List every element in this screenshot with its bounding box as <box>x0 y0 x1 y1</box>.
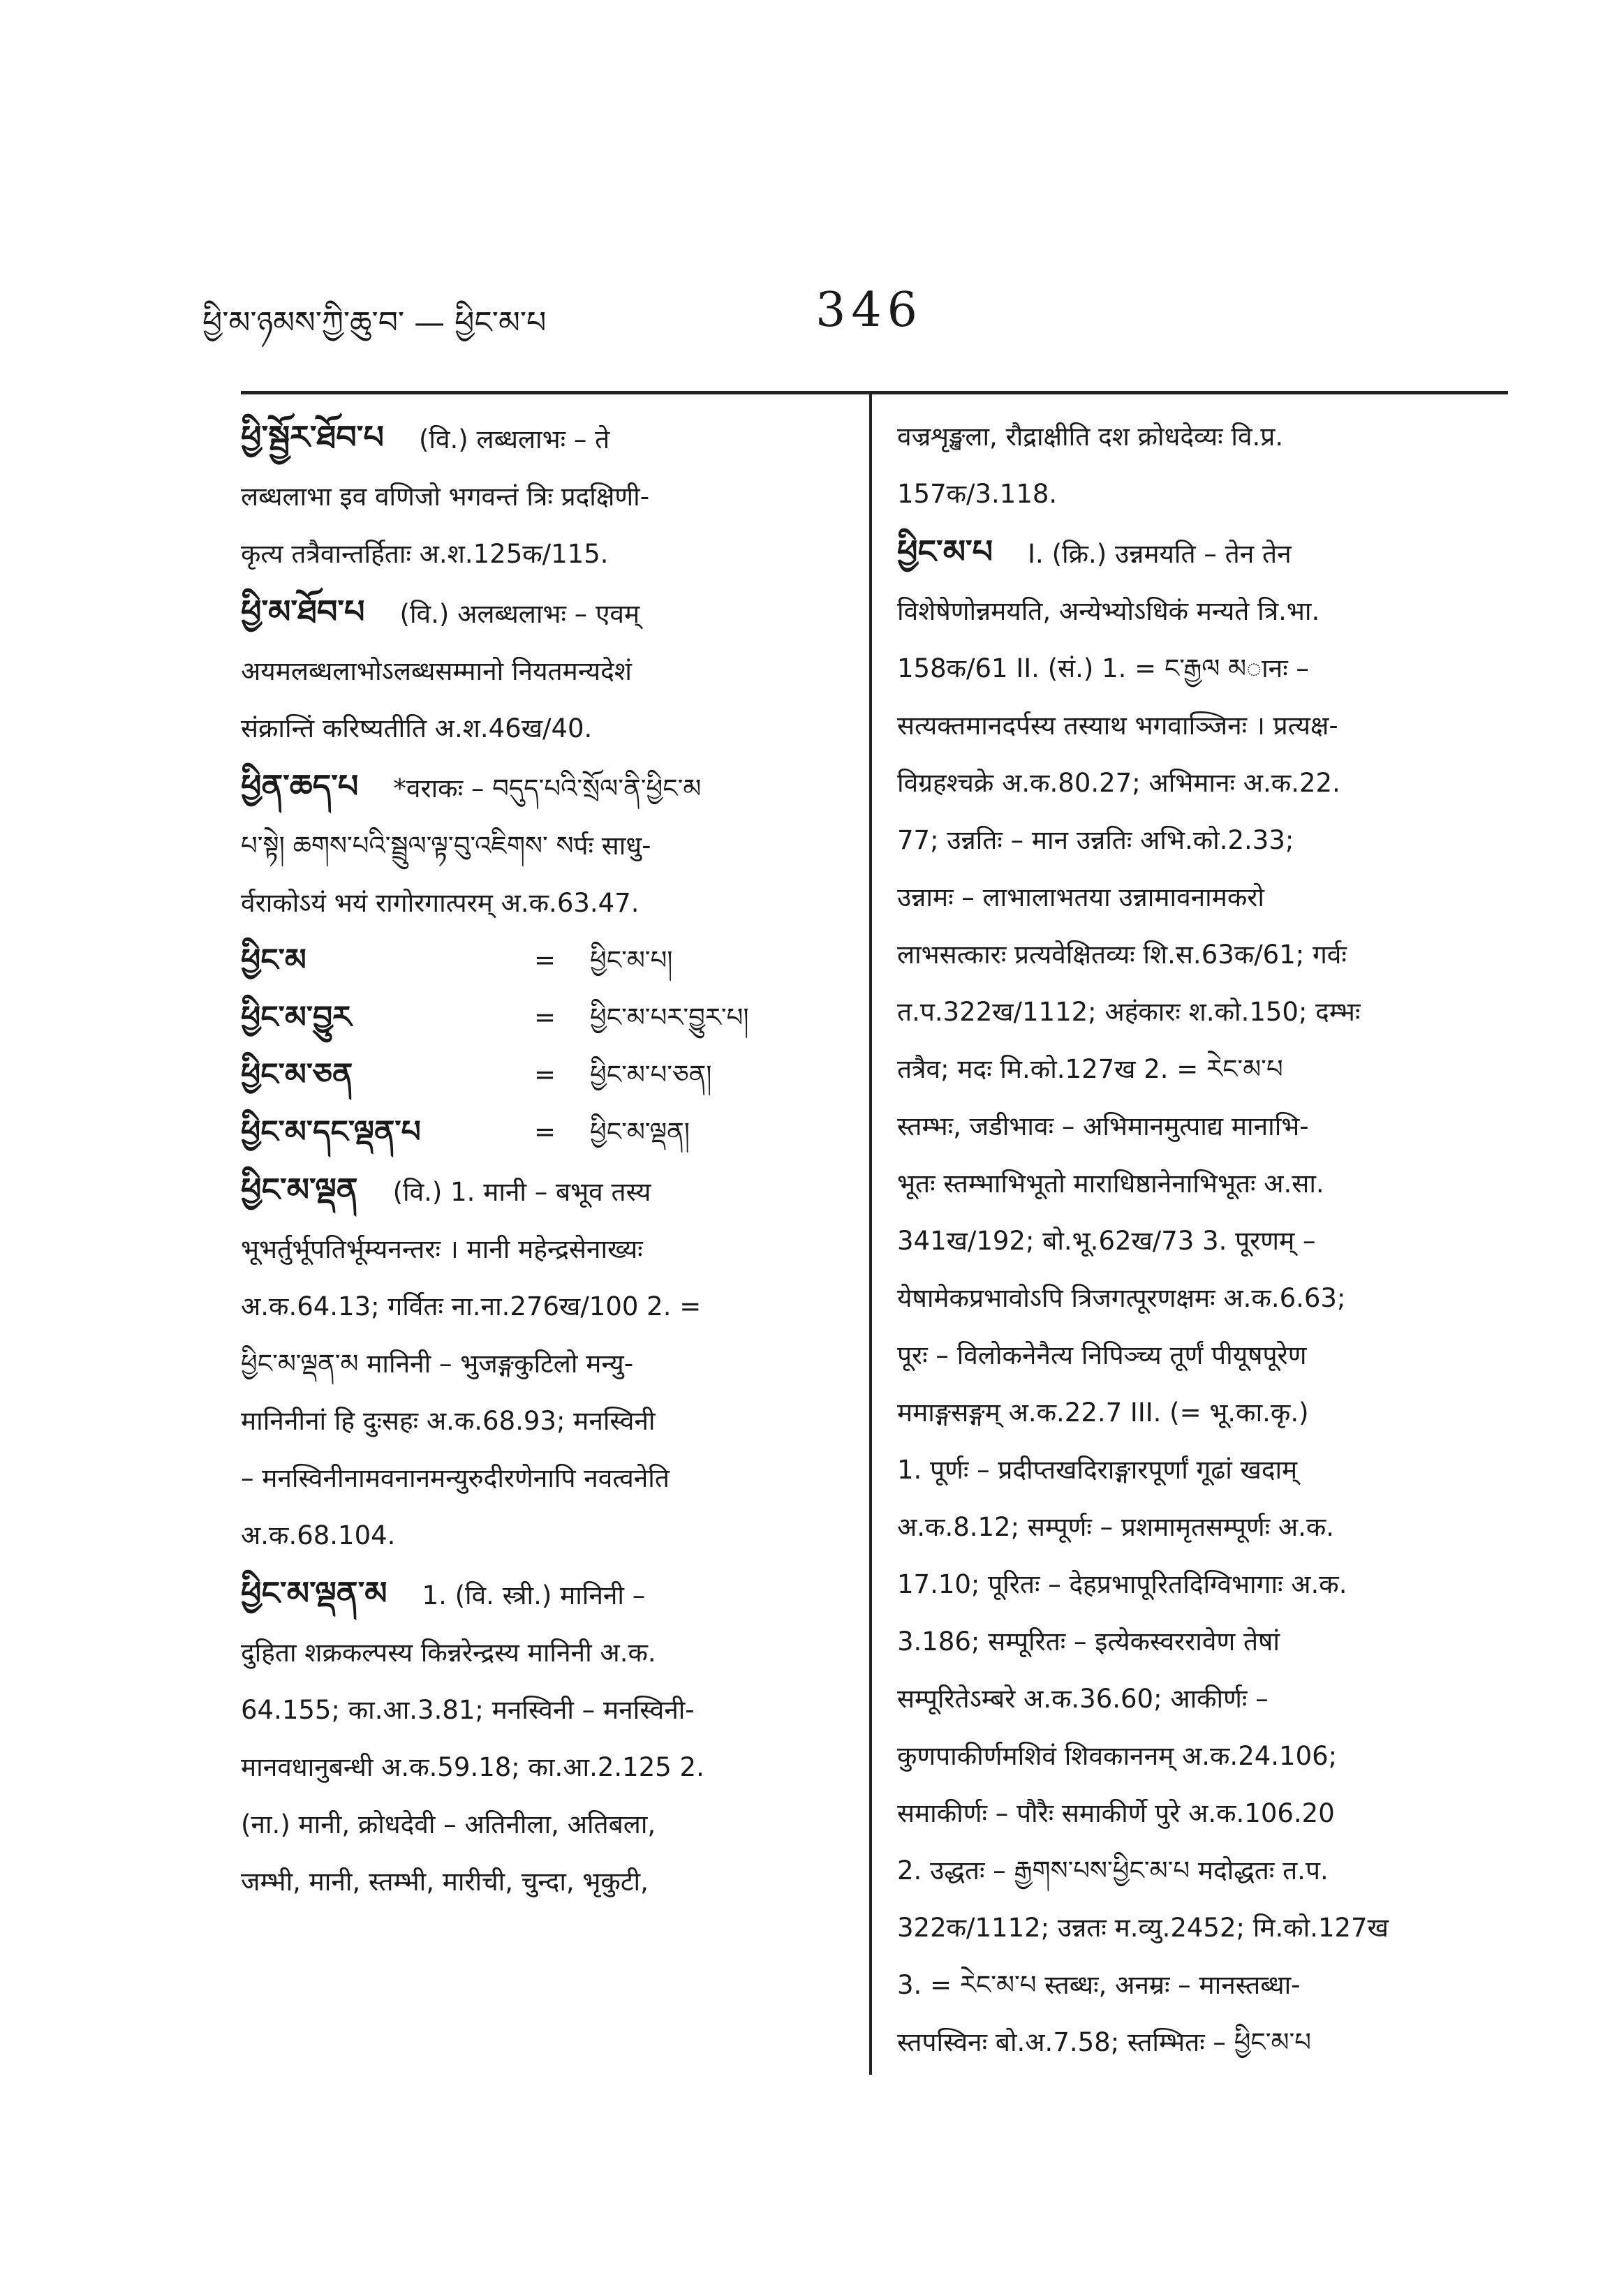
entry-first-line <box>897 523 1511 583</box>
entry-line <box>897 1270 1511 1327</box>
entry-line <box>897 1785 1511 1842</box>
entry-line <box>241 1278 841 1335</box>
entry-line <box>241 1450 841 1507</box>
entry-line <box>897 812 1511 869</box>
entry-text: 3.186; सम्पूरितः – इत्येकस्वररावेण तेषां <box>897 1627 1280 1657</box>
entry-line <box>897 1442 1511 1499</box>
entry-text: पूरः – विलोकनेनैत्य निपिञ्च्य तूर्णं पीयूषपूरेण <box>897 1340 1307 1370</box>
entry-text: कृत्य तत्रैवान्तर्हिताः अ.श.125क/115. <box>241 539 609 569</box>
entry-line <box>897 1671 1511 1728</box>
entry-line <box>897 1728 1511 1785</box>
entry-text: अ.क.8.12; सम्पूर्णः – प्रशमामृतसम्पूर्णः अ.क. <box>897 1512 1335 1542</box>
entry-line <box>241 1221 841 1278</box>
entry-line <box>897 2014 1511 2071</box>
cross-reference-target: ཕྱིང་མ་པ། <box>590 945 673 975</box>
headword: ཕྱི་མ་ཐོབ་པ <box>241 593 365 630</box>
entry-line <box>241 1507 841 1564</box>
entry-line <box>897 1098 1511 1155</box>
entry-text: त.प.322ख/1112; अहंकारः श.को.150; दम्भः <box>897 997 1361 1027</box>
entry-text: (वि.) 1. मानी – बभूव तस्य <box>392 1177 651 1207</box>
entry-line <box>897 697 1511 755</box>
entry-text: वज्रशृङ्खला, रौद्राक्षीति दश क्रोधदेव्यः वि.प्र. <box>897 422 1284 452</box>
entry-line <box>897 1842 1511 1899</box>
headword: ཕྱིང་མ <box>241 942 306 978</box>
entry-line <box>241 1853 841 1911</box>
entry-line <box>897 408 1511 466</box>
entry-text: (वि.) अलब्धलाभः – एवम् <box>399 599 640 629</box>
equals-sign: = <box>534 945 556 975</box>
entry-text: अ.क.64.13; गर्वितः ना.ना.276ख/100 2. = <box>241 1291 702 1321</box>
entry-line <box>897 1613 1511 1671</box>
cross-reference-target: ཕྱིང་མ་པར་བྱུར་པ། <box>590 1002 749 1032</box>
cross-reference-entry <box>241 989 841 1046</box>
headword: ཕྱིང་མ་ལྡན <box>241 1171 358 1208</box>
entry-line <box>897 1957 1511 2014</box>
entry-line <box>241 700 841 757</box>
entry-line <box>897 1899 1511 1957</box>
entry-line <box>241 1393 841 1450</box>
entry-line <box>241 1796 841 1853</box>
entry-text: 157क/3.118. <box>897 479 1058 509</box>
column-divider <box>869 392 872 2075</box>
entry-line <box>897 755 1511 812</box>
entry-text: – मनस्विनीनामवनानमन्युरुदीरणेनापि नवत्वनेति <box>241 1463 670 1493</box>
headword: ཕྱིང་མ་ཅན <box>241 1057 353 1093</box>
entry-text: समाकीर्णः – पौरैः समाकीर्णे पुरे अ.क.106.20 <box>897 1798 1335 1828</box>
entry-line <box>897 1384 1511 1442</box>
entry-line <box>897 640 1511 697</box>
entry-text: उन्नामः – लाभालाभतया उन्नामावनामकरो <box>897 882 1265 912</box>
equals-sign: = <box>534 1060 556 1090</box>
headword: ཕྱིང་མ་བྱུར <box>241 1000 352 1035</box>
entry-line <box>241 1682 841 1739</box>
entry-text: 77; उन्नतिः – मान उन्नतिः अभि.को.2.33; <box>897 825 1294 855</box>
entry-text: 3. = རེང་མ་པ स्तब्धः, अनम्रः – मानस्तब्धा- <box>897 1970 1301 2000</box>
page-header <box>202 283 1536 346</box>
entry-line <box>897 583 1511 640</box>
headword: ཕྱི་སྦྱོར་ཐོབ་པ <box>241 418 384 456</box>
entry-text: *वराकः – བདུད་པའི་སྲོལ་ནི་ཕྱིང་མ <box>393 773 702 803</box>
entry-text: तत्रैव; मदः मि.को.127ख 2. = རེང་མ་པ <box>897 1054 1283 1084</box>
entry-line <box>897 1155 1511 1213</box>
entry-text: जम्भी, मानी, स्तम्भी, मारीची, चुन्दा, भृकुटी, <box>241 1867 649 1897</box>
entry-line <box>241 643 841 700</box>
entry-line <box>897 1499 1511 1556</box>
entry-line <box>241 468 841 526</box>
entry-line <box>241 526 841 583</box>
headword: ཕྱིང་མ་དང་ལྡན་པ <box>241 1114 421 1150</box>
cross-reference-entry <box>241 1104 841 1161</box>
entry-text: 158क/61 II. (सं.) 1. = ང་རྒྱལ མानः – <box>897 653 1309 683</box>
entry-text: दुहिता शक्रकल्पस्य किन्नरेन्द्रस्य मानिनी अ.क. <box>241 1638 656 1668</box>
equals-sign: = <box>534 1117 556 1147</box>
entry-line <box>241 875 841 932</box>
entry-text: ཕྱིང་མ་ལྡན་མ मानिनी – भुजङ्गकुटिलो मन्यु- <box>241 1349 634 1379</box>
entry-text: 322क/1112; उन्नतः म.व्यु.2452; मि.को.127ख <box>897 1913 1389 1943</box>
headword: ཕྱིང་མ་ལྡན་མ <box>241 1574 387 1612</box>
header-rule <box>241 391 1508 394</box>
entry-text: स्तम्भः, जडीभावः – अभिमानमुत्पाद्य मानाभि- <box>897 1111 1309 1141</box>
entry-first-line <box>241 757 841 817</box>
headword: ཕྱིན་ཆད་པ <box>241 767 359 805</box>
entry-first-line <box>241 1161 841 1221</box>
cross-reference-entry <box>241 1046 841 1104</box>
entry-text: भूतः स्तम्भाभिभूतो माराधिष्ठानेनाभिभूतः अ.सा. <box>897 1169 1324 1199</box>
cross-reference-target: ཕྱིང་མ་པ་ཅན། <box>590 1060 712 1090</box>
running-head: ཕྱི་མ་ཉམས་ཀྱི་ཆུ་བ་ — ཕྱིང་མ་པ <box>202 305 547 341</box>
entry-first-line <box>241 583 841 643</box>
entry-text: लब्धलाभा इव वणिजो भगवन्तं त्रिः प्रदक्षिणी- <box>241 482 650 512</box>
entry-text: स्तपस्विनः बो.अ.7.58; स्तम्भितः – ཕྱིང་མ་པ <box>897 2027 1311 2057</box>
entry-text: 1. पूर्णः – प्रदीप्तखदिराङ्गारपूर्णां गूढां खदाम् <box>897 1455 1298 1485</box>
entry-line <box>897 1213 1511 1270</box>
entry-text: भूभर्तुर्भूपतिर्भूम्यनन्तरः । मानी महेन्द्रसेनाख्यः <box>241 1234 643 1264</box>
entry-text: सम्पूरितेऽम्बरे अ.क.36.60; आकीर्णः – <box>897 1684 1269 1714</box>
entry-text: विशेषेणोन्नमयति, अन्येभ्योऽधिकं मन्यते त्रि.भा. <box>897 596 1320 626</box>
entry-text: विग्रहश्चक्रे अ.क.80.27; अभिमानः अ.क.22. <box>897 768 1340 798</box>
entry-line <box>897 1041 1511 1098</box>
entry-text: 1. (वि. स्त्री.) मानिनी – <box>422 1580 646 1610</box>
cross-reference-target: ཕྱིང་མ་ལྡན། <box>590 1117 690 1147</box>
page-number: 346 <box>815 283 923 338</box>
entry-first-line <box>241 408 841 468</box>
entry-text: (ना.) मानी, क्रोधदेवी – अतिनीला, अतिबला, <box>241 1809 656 1839</box>
entry-text: (वि.) लब्धलाभः – ते <box>418 424 610 454</box>
entry-text: येषामेकप्रभावोऽपि त्रिजगत्पूरणक्षमः अ.क.6.63; <box>897 1283 1346 1313</box>
entry-line <box>897 1327 1511 1384</box>
entry-text: सत्यक्तमानदर्पस्य तस्याथ भगवाञ्जिनः । प्रत्यक्ष- <box>897 711 1338 741</box>
entry-line <box>897 926 1511 984</box>
right-column <box>897 408 1511 2071</box>
entry-text: लाभसत्कारः प्रत्यवेक्षितव्यः शि.स.63क/61; गर्वः <box>897 940 1347 970</box>
entry-text: र्वराकोऽयं भयं रागोरगात्परम् अ.क.63.47. <box>241 888 640 918</box>
entry-line <box>897 1556 1511 1613</box>
entry-text: अयमलब्धलाभोऽलब्धसम्मानो नियतमन्यदेशं <box>241 656 632 686</box>
entry-line <box>897 869 1511 926</box>
entry-text: པ་སྟེ། ཆགས་པའི་སྦྲུལ་ལྟ་བུ་འཇིགས་ སर्पः साधु- <box>241 831 651 861</box>
entry-text: मानिनीनां हि दुःसहः अ.क.68.93; मनस्विनी <box>241 1406 656 1436</box>
cross-reference-entry <box>241 932 841 989</box>
entry-line <box>241 1335 841 1393</box>
entry-text: संक्रान्तिं करिष्यतीति अ.श.46ख/40. <box>241 713 593 743</box>
entry-line <box>897 984 1511 1041</box>
entry-text: अ.क.68.104. <box>241 1520 396 1550</box>
entry-text: 17.10; पूरितः – देहप्रभापूरितदिग्विभागाः अ.क. <box>897 1569 1347 1599</box>
entry-text: 64.155; का.आ.3.81; मनस्विनी – मनस्विनी- <box>241 1695 695 1725</box>
entry-line <box>241 1624 841 1682</box>
entry-line <box>241 817 841 875</box>
entry-text: I. (क्रि.) उन्नमयति – तेन तेन <box>1028 539 1292 569</box>
headword: ཕྱིང་མ་པ <box>897 533 993 570</box>
equals-sign: = <box>534 1002 556 1032</box>
entry-first-line <box>241 1564 841 1624</box>
left-column <box>241 408 841 1911</box>
entry-text: 2. उद्धतः – རྒྱགས་པས་ཕྱིང་མ་པ मदोद्धतः त.प. <box>897 1856 1329 1886</box>
entry-line <box>897 466 1511 523</box>
entry-text: 341ख/192; बो.भू.62ख/73 3. पूरणम् – <box>897 1226 1316 1256</box>
entry-text: मानवधानुबन्धी अ.क.59.18; का.आ.2.125 2. <box>241 1752 704 1782</box>
entry-line <box>241 1739 841 1796</box>
entry-text: कुणपाकीर्णमशिवं शिवकाननम् अ.क.24.106; <box>897 1741 1338 1771</box>
entry-text: ममाङ्गसङ्गम् अ.क.22.7 III. (= भू.का.कृ.) <box>897 1398 1309 1428</box>
